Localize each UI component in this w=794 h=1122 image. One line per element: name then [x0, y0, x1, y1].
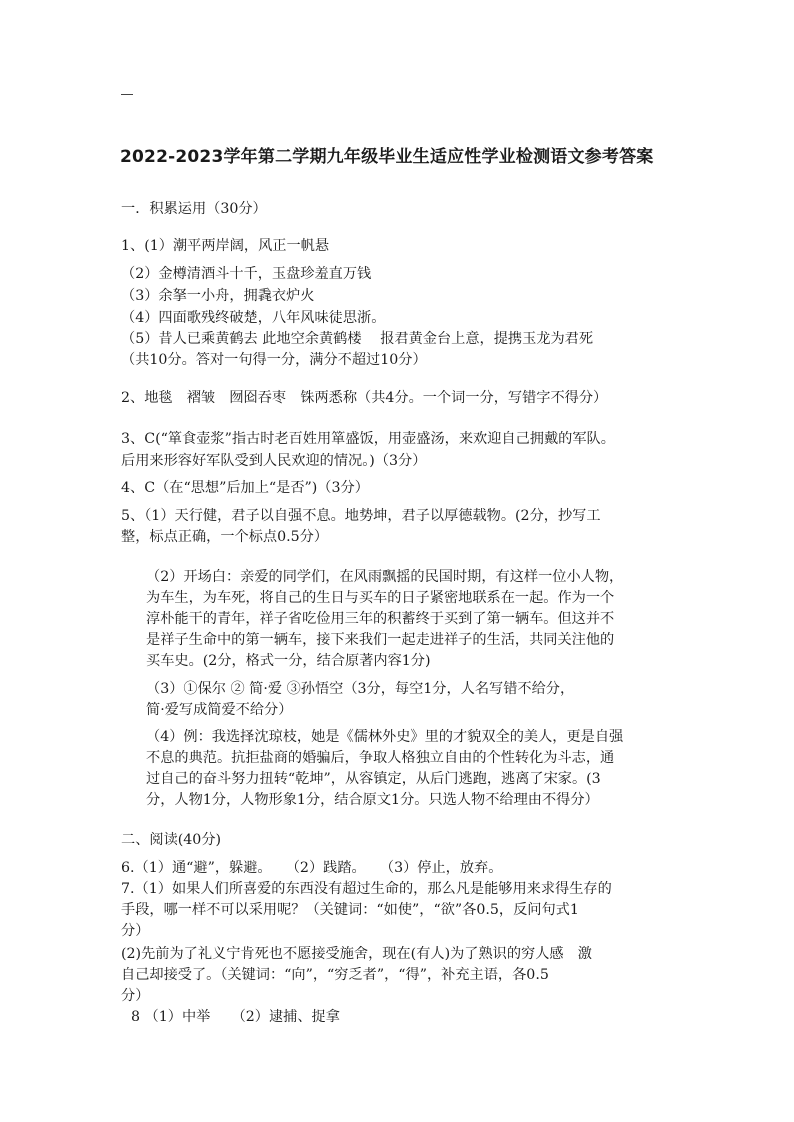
answer-line: （5）昔人已乘黄鹤去 此地空余黄鹤楼 报君黄金台上意，提携玉龙为君死: [121, 331, 594, 347]
answer-line: （4）四面歌残终破楚，八年风味徒思浙。: [121, 310, 386, 326]
answer-line: （4）例：我选择沈琼枝，她是《儒林外史》里的才貌双全的美人，更是自强: [146, 729, 624, 745]
answer-line: 6.（1）通“避”，躲避。 （2）践踏。 （3）停止，放弃。: [121, 860, 503, 876]
answer-line: 简·爱写成简爱不给分）: [146, 702, 293, 718]
answer-line: 不息的典范。抗拒盐商的婚骗后，争取人格独立自由的个性转化为斗志，通: [146, 750, 615, 766]
answer-line: 淳朴能干的青年，祥子省吃俭用三年的积蓄终于买到了第一辆车。但这并不: [146, 611, 615, 627]
answer-line: 8 （1）中举 （2）逮捕、捉拿: [131, 1009, 340, 1025]
answer-line: 买车史。(2分，格式一分，结合原著内容1分): [146, 653, 431, 669]
answer-line: 2、地毯 褶皱 囫囵吞枣 铢两悉称（共4分。一个词一分，写错字不得分）: [121, 390, 608, 406]
answer-line: 整，标点正确，一个标点0.5分）: [121, 529, 329, 545]
answer-line: （3）①保尔 ② 简·爱 ③孙悟空（3分，每空1分，人名写错不给分，: [146, 681, 575, 697]
corner-mark: [121, 94, 133, 95]
answer-line: 分，人物1分，人物形象1分，结合原文1分。只选人物不给理由不得分）: [146, 792, 599, 808]
answer-line: 是祥子生命中的第一辆车，接下来我们一起走进祥子的生活，共同关注他的: [146, 632, 615, 648]
answer-line: 自己却接受了。（关键词：“向”，“穷乏者”，“得”，补充主语，各0.5: [121, 967, 549, 983]
answer-line: 7.（1）如果人们所喜爱的东西没有超过生命的，那么凡是能够用来求得生存的: [121, 881, 612, 897]
answer-line: 分）: [121, 923, 150, 939]
page-title: 2022-2023学年第二学期九年级毕业生适应性学业检测语文参考答案: [120, 147, 654, 167]
answer-line: （2）金樽清酒斗十千，玉盘珍羞直万钱: [121, 266, 372, 282]
answer-line: （3）余拏一小舟，拥毳衣炉火: [121, 288, 315, 304]
answer-line: 3、C(“箪食壶浆”指古时老百姓用箪盛饭，用壶盛汤，来欢迎自己拥戴的军队。: [121, 431, 615, 447]
section-heading-2: 二、阅读(40分): [121, 832, 222, 848]
answer-line: 后用来形容好军队受到人民欢迎的情况。)（3分）: [121, 453, 427, 469]
answer-line: （共10分。答对一句得一分，满分不超过10分）: [121, 352, 427, 368]
answer-line: 4、C（在“思想”后加上“是否”)（3分）: [121, 480, 369, 496]
answer-line: 1、(1）潮平两岸阔，风正一帆悬: [121, 238, 330, 254]
section-heading-1: 一．积累运用（30分）: [121, 201, 267, 217]
answer-line: 5、（1）天行健，君子以自强不息。地势坤，君子以厚德载物。(2分，抄写工: [121, 508, 601, 524]
answer-line: 手段，哪一样不可以采用呢？（关键词：“如使”，“欲”各0.5，反问句式1: [121, 902, 579, 918]
answer-line: 分）: [121, 988, 150, 1004]
answer-line: 为车生，为车死，将自己的生日与买车的日子紧密地联系在一起。作为一个: [146, 590, 615, 606]
answer-line: （2）开场白：亲爱的同学们，在风雨飘摇的民国时期，有这样一位小人物，: [146, 569, 624, 585]
answer-line: 过自己的奋斗努力扭转“乾坤”，从容镇定，从后门逃跑，逃离了宋家。(3: [146, 771, 601, 787]
answer-line: (2)先前为了礼义宁肯死也不愿接受施舍，现在(有人)为了熟识的穷人感 激: [121, 946, 592, 962]
